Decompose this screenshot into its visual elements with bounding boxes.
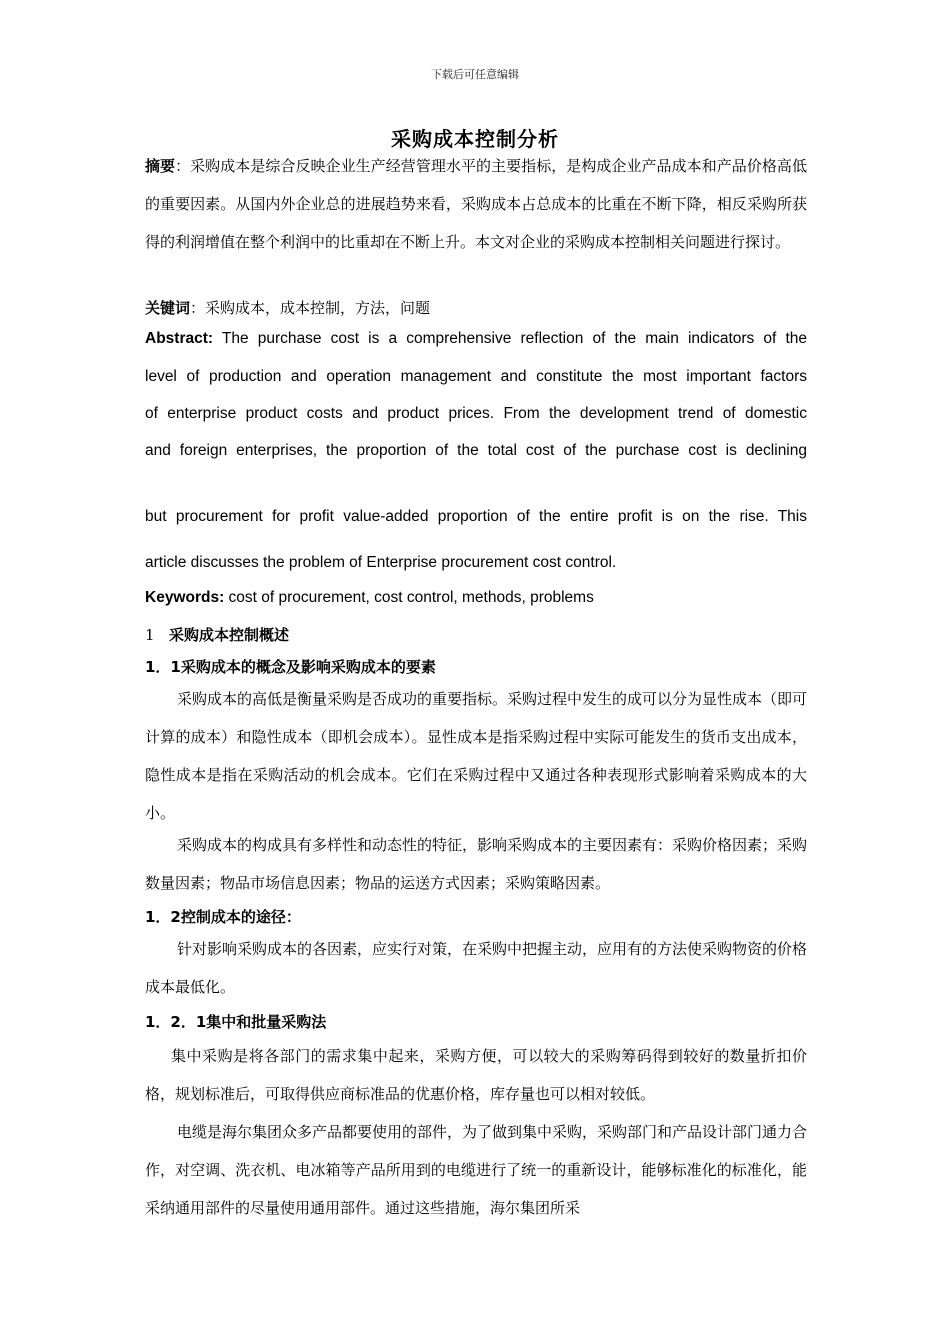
- section-1-number: 1: [145, 626, 155, 644]
- abstract-en-line-3: of enterprise product costs and product prices. From the development trend of domestic: [145, 405, 807, 422]
- section-1-1-para-2: 采购成本的构成具有多样性和动态性的特征，影响采购成本的主要因素有：采购价格因素；采购数量因素；物品市场信息因素；物品的运送方式因素；采购策略因素。: [145, 836, 808, 892]
- keywords-cn-label: 关键词: [145, 299, 191, 317]
- abstract-en-line-5: but procurement for profit value-added proportion of the entire profit is on the rise. This: [145, 508, 807, 525]
- keywords-en-label: Keywords:: [145, 589, 225, 606]
- abstract-en-label: Abstract:: [145, 330, 214, 347]
- abstract-en-line-2: level of production and operation management and constitute the most important factors: [145, 368, 807, 385]
- page-title: 采购成本控制分析: [391, 127, 559, 151]
- section-1-1-para-1: 采购成本的高低是衡量采购是否成功的重要指标。采购过程中发生的成可以分为显性成本（即可计算的成本）和隐性成本（即机会成本）。显性成本是指采购过程中实际可能发生的货币支出成本，隐性成本是指在采购活动的机会成本。它们在采购过程中又通过各种表现形式影响着采购成本的大小。: [145, 690, 808, 822]
- abstract-en-line-6: article discusses the problem of Enterprise procurement cost control.: [145, 554, 617, 571]
- header-note: 下载后可任意编辑: [431, 68, 519, 81]
- keywords-en-text: cost of procurement, cost control, methods, problems: [224, 589, 594, 606]
- section-1-2-1-para-1: 集中采购是将各部门的需求集中起来，采购方便，可以较大的采购筹码得到较好的数量折扣价格，规划标准后，可取得供应商标准品的优惠价格，库存量也可以相对较低。: [145, 1047, 807, 1103]
- keywords-cn-sep: ：: [190, 299, 206, 317]
- section-1-title: 采购成本控制概述: [169, 626, 290, 644]
- section-1-2-1-para-2: 电缆是海尔集团众多产品都要使用的部件，为了做到集中采购，采购部门和产品设计部门通力合作，对空调、洗衣机、电冰箱等产品所用到的电缆进行了统一的重新设计，能够标准化的标准化，能采纳通用部件的尽量使用通用部件。通过这些措施，海尔集团所采: [145, 1123, 808, 1217]
- section-1-2-heading: 1．2控制成本的途径：: [145, 908, 301, 926]
- keywords-en: [145, 589, 807, 607]
- abstract-en-line-1: Abstract: The purchase cost is a comprehensive reflection of the main indicators of the: [145, 330, 808, 347]
- keywords-cn: [145, 297, 807, 318]
- keywords-cn-text: 采购成本，成本控制，方法，问题: [205, 299, 431, 317]
- abstract-en-line-4: and foreign enterprises, the proportion of the total cost of the purchase cost is declining: [145, 442, 807, 459]
- section-1-2-para: 针对影响采购成本的各因素，应实行对策，在采购中把握主动，应用有的方法使采购物资的价格成本最低化。: [145, 940, 808, 996]
- section-1-heading: [145, 624, 807, 645]
- section-1-1-heading: 1．1采购成本的概念及影响采购成本的要素: [145, 658, 436, 676]
- abstract-cn-sep: ：: [175, 157, 191, 175]
- abstract-cn: [145, 147, 807, 261]
- section-1-2-1-heading: 1．2．1集中和批量采购法: [145, 1013, 327, 1031]
- abstract-cn-label: 摘要: [145, 157, 176, 175]
- abstract-cn-text: 采购成本是综合反映企业生产经营管理水平的主要指标，是构成企业产品成本和产品价格高低的重要因素。从国内外企业总的进展趋势来看，采购成本占总成本的比重在不断下降，相反采购所获得的利润增值在整个利润中的比重却在不断上升。本文对企业的采购成本控制相关问题进行探讨。: [145, 157, 807, 251]
